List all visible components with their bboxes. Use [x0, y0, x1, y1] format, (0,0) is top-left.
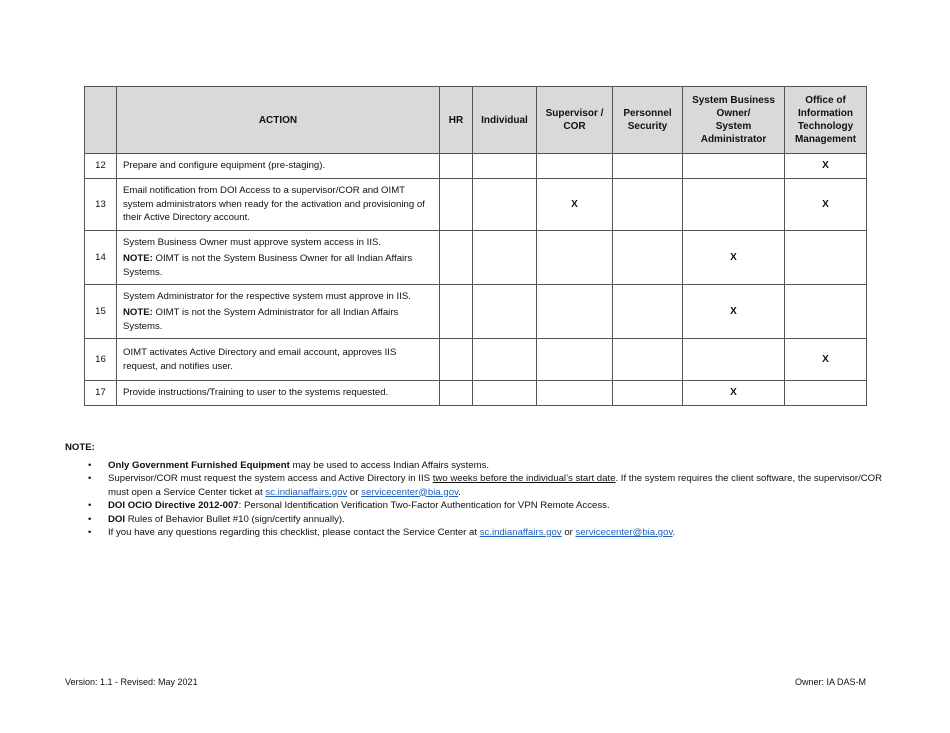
cell-supervisor — [537, 381, 613, 406]
header-supervisor-line: COR — [563, 121, 586, 132]
header-hr: HR — [440, 87, 473, 154]
action-text: System Administrator for the respective system must approve in IIS. — [123, 290, 411, 302]
action-text: OIMT activates Active Directory and email account, approves IIS request, and notifies user. — [123, 347, 397, 372]
header-individual: Individual — [473, 87, 537, 154]
bullet-icon: • — [88, 527, 92, 538]
table-header-row — [85, 87, 867, 154]
header-supervisor — [537, 87, 613, 154]
notes-section — [65, 441, 885, 540]
action-text: Email notification from DOI Access to a supervisor/COR and OIMT system administrators when ready for the activation and provisioning of their Active Directory account. — [123, 185, 425, 224]
note-underline: two weeks before the individual’s start date — [432, 473, 616, 484]
note-text: OIMT is not the System Administrator for all Indian Affairs Systems. — [123, 307, 399, 332]
row-action — [117, 381, 440, 406]
cell-individual — [473, 231, 537, 285]
action-note — [123, 252, 433, 279]
action-text: System Business Owner must approve system access in IIS. — [123, 236, 382, 248]
header-personnel-security — [613, 87, 683, 154]
row-action — [117, 285, 440, 339]
note-text: . If the system requires the client software, the supervisor/COR must open a Service Center ticket at — [108, 473, 883, 498]
cell-sbo — [683, 179, 785, 231]
header-oitm-line: Office of — [805, 95, 846, 106]
cell-hr — [440, 339, 473, 381]
checklist-table — [84, 86, 867, 406]
note-text: OIMT is not the System Business Owner for all Indian Affairs Systems. — [123, 253, 413, 278]
row-number: 12 — [85, 154, 117, 179]
cell-supervisor — [537, 285, 613, 339]
cell-personnel — [613, 285, 683, 339]
header-personnel-line: Personnel — [623, 108, 672, 119]
note-bold: DOI — [108, 513, 126, 525]
header-number — [85, 87, 117, 154]
notes-list — [65, 459, 885, 540]
action-text: Prepare and configure equipment (pre-staging). — [123, 160, 326, 172]
cell-sbo: X — [683, 381, 785, 406]
row-number: 16 — [85, 339, 117, 381]
service-center-link[interactable]: sc.indianaffairs.gov — [479, 527, 562, 538]
cell-individual — [473, 154, 537, 179]
note-text: or — [561, 527, 576, 538]
list-item — [88, 459, 885, 473]
cell-oitm — [785, 231, 867, 285]
list-item — [88, 472, 885, 499]
header-action: ACTION — [117, 87, 440, 154]
table-row — [85, 339, 867, 381]
cell-sbo — [683, 154, 785, 179]
cell-hr — [440, 231, 473, 285]
service-center-link[interactable]: sc.indianaffairs.gov — [265, 486, 348, 498]
cell-personnel — [613, 339, 683, 381]
note-text: Supervisor/COR must request the system access and Active Directory in IIS — [108, 473, 433, 484]
service-center-email-link[interactable]: servicecenter@bia.gov — [361, 486, 459, 498]
cell-supervisor — [537, 339, 613, 381]
table-row — [85, 285, 867, 339]
header-oitm-line: Technology — [797, 121, 854, 132]
note-text: Rules of Behavior Bullet #10 (sign/certify annually). — [125, 513, 345, 525]
header-supervisor-line: Supervisor / — [545, 108, 604, 119]
row-action — [117, 179, 440, 231]
service-center-email-link[interactable]: servicecenter@bia.gov — [575, 527, 673, 538]
footer-owner: Owner: IA DAS-M — [794, 677, 866, 687]
header-personnel-line: Security — [627, 121, 668, 132]
header-sbo-line: System — [715, 121, 752, 132]
cell-personnel — [613, 231, 683, 285]
cell-personnel — [613, 154, 683, 179]
note-bold: Only Government Furnished Equipment — [108, 459, 290, 471]
bullet-icon: • — [88, 473, 92, 484]
note-text: If you have any questions regarding this checklist, please contact the Service Center at — [108, 527, 480, 538]
cell-oitm: X — [785, 339, 867, 381]
header-oitm-line: Management — [794, 134, 857, 145]
cell-personnel — [613, 381, 683, 406]
cell-individual — [473, 179, 537, 231]
note-text: or — [347, 486, 362, 498]
note-label: NOTE: — [123, 253, 153, 265]
row-action — [117, 231, 440, 285]
row-number: 14 — [85, 231, 117, 285]
cell-oitm — [785, 285, 867, 339]
cell-sbo — [683, 339, 785, 381]
cell-oitm: X — [785, 179, 867, 231]
cell-individual — [473, 285, 537, 339]
bullet-icon: • — [88, 500, 92, 511]
notes-title: NOTE: — [65, 442, 95, 453]
cell-personnel — [613, 179, 683, 231]
table-row — [85, 179, 867, 231]
list-item — [88, 513, 885, 527]
action-note — [123, 306, 433, 333]
cell-sbo: X — [683, 285, 785, 339]
cell-supervisor — [537, 231, 613, 285]
cell-hr — [440, 154, 473, 179]
list-item — [88, 526, 885, 540]
note-text: . — [672, 527, 676, 538]
row-number: 13 — [85, 179, 117, 231]
note-label: NOTE: — [123, 307, 153, 319]
header-sbo-line: System Business — [692, 95, 775, 106]
cell-oitm: X — [785, 154, 867, 179]
header-sbo-line: Owner/ — [716, 108, 751, 119]
cell-hr — [440, 179, 473, 231]
cell-hr — [440, 381, 473, 406]
bullet-icon: • — [88, 513, 92, 525]
row-number: 15 — [85, 285, 117, 339]
row-number: 17 — [85, 381, 117, 406]
bullet-icon: • — [88, 459, 92, 471]
header-oitm — [785, 87, 867, 154]
header-oitm-line: Information — [798, 108, 853, 119]
cell-individual — [473, 381, 537, 406]
cell-individual — [473, 339, 537, 381]
row-action — [117, 154, 440, 179]
table-row — [85, 154, 867, 179]
note-text: may be used to access Indian Affairs systems. — [289, 459, 490, 471]
header-system-business-owner — [683, 87, 785, 154]
table-row — [85, 231, 867, 285]
footer-version: Version: 1.1 - Revised: May 2021 — [65, 677, 198, 687]
row-action — [117, 339, 440, 381]
note-bold: DOI OCIO Directive 2012-007 — [108, 500, 239, 511]
note-text: . — [458, 486, 461, 498]
cell-supervisor: X — [537, 179, 613, 231]
note-text: : Personal Identification Verification Two-Factor Authentication for VPN Remote Access. — [238, 500, 610, 511]
list-item — [88, 499, 885, 513]
header-sbo-line: Administrator — [700, 134, 767, 145]
cell-hr — [440, 285, 473, 339]
cell-supervisor — [537, 154, 613, 179]
cell-oitm — [785, 381, 867, 406]
table-row — [85, 381, 867, 406]
cell-sbo: X — [683, 231, 785, 285]
action-text: Provide instructions/Training to user to the systems requested. — [123, 387, 389, 399]
